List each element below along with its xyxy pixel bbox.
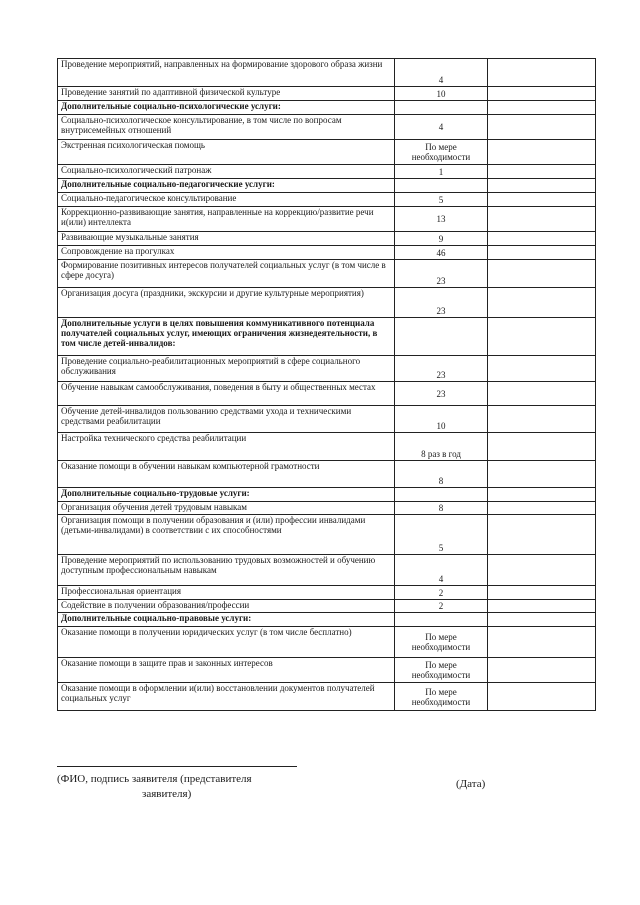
section-title: Дополнительные социально-трудовые услуги: [58, 488, 395, 502]
service-amount: 2 [395, 600, 488, 613]
section-header-row [58, 179, 596, 193]
blank-cell [488, 232, 596, 246]
service-amount: 8 [395, 461, 488, 488]
service-amount: По мере необходимости [395, 140, 488, 165]
service-amount: 5 [395, 193, 488, 207]
service-amount: 9 [395, 232, 488, 246]
blank-cell [488, 515, 596, 555]
service-amount [395, 488, 488, 502]
table-row [58, 87, 596, 101]
signature-label [57, 772, 317, 802]
services-table-body [58, 59, 596, 711]
service-amount: 23 [395, 288, 488, 318]
table-row [58, 207, 596, 232]
service-amount: 5 [395, 515, 488, 555]
service-name: Оказание помощи в защите прав и законных интересов [58, 658, 395, 683]
service-name: Экстренная психологическая помощь [58, 140, 395, 165]
signature-label-line1: (ФИО, подпись заявителя (представителя [57, 773, 252, 785]
table-row [58, 586, 596, 600]
signature-line [57, 766, 297, 767]
service-amount: 23 [395, 382, 488, 406]
service-amount: По мере необходимости [395, 658, 488, 683]
service-name: Оказание помощи в обучении навыкам компьютерной грамотности [58, 461, 395, 488]
service-name: Содействие в получении образования/профессии [58, 600, 395, 613]
blank-cell [488, 627, 596, 658]
table-row [58, 115, 596, 140]
service-amount: 4 [395, 555, 488, 586]
service-name: Проведение занятий по адаптивной физической культуре [58, 87, 395, 101]
service-name: Социально-психологический патронаж [58, 165, 395, 179]
table-row [58, 433, 596, 461]
section-title: Дополнительные социально-психологические услуги: [58, 101, 395, 115]
blank-cell [488, 59, 596, 87]
blank-cell [488, 600, 596, 613]
service-amount [395, 101, 488, 115]
service-amount: 23 [395, 260, 488, 288]
blank-cell [488, 586, 596, 600]
blank-cell [488, 179, 596, 193]
service-name: Настройка технического средства реабилитации [58, 433, 395, 461]
service-amount: 13 [395, 207, 488, 232]
blank-cell [488, 318, 596, 356]
service-amount: По мере необходимости [395, 627, 488, 658]
blank-cell [488, 115, 596, 140]
service-name: Профессиональная ориентация [58, 586, 395, 600]
service-amount [395, 318, 488, 356]
service-amount [395, 179, 488, 193]
service-amount: 8 раз в год [395, 433, 488, 461]
table-row [58, 461, 596, 488]
table-row [58, 246, 596, 260]
section-title: Дополнительные социально-педагогические услуги: [58, 179, 395, 193]
service-amount [395, 613, 488, 627]
service-name: Оказание помощи в получении юридических услуг (в том числе бесплатно) [58, 627, 395, 658]
service-name: Организация досуга (праздники, экскурсии и другие культурные мероприятия) [58, 288, 395, 318]
service-name: Проведение социально-реабилитационных мероприятий в сфере социального обслуживания [58, 356, 395, 382]
service-name: Сопровождение на прогулках [58, 246, 395, 260]
blank-cell [488, 488, 596, 502]
table-row [58, 515, 596, 555]
table-row [58, 683, 596, 711]
service-amount: 10 [395, 87, 488, 101]
service-amount: 23 [395, 356, 488, 382]
blank-cell [488, 260, 596, 288]
table-row [58, 165, 596, 179]
blank-cell [488, 613, 596, 627]
service-name: Проведение мероприятий по использованию трудовых возможностей и обучению доступным профессиональным навыкам [58, 555, 395, 586]
blank-cell [488, 555, 596, 586]
service-amount: 1 [395, 165, 488, 179]
service-amount: 4 [395, 115, 488, 140]
blank-cell [488, 207, 596, 232]
blank-cell [488, 502, 596, 515]
service-amount: По мере необходимости [395, 683, 488, 711]
table-row [58, 260, 596, 288]
service-amount: 46 [395, 246, 488, 260]
blank-cell [488, 406, 596, 433]
section-title: Дополнительные социально-правовые услуги: [58, 613, 395, 627]
blank-cell [488, 87, 596, 101]
service-name: Коррекционно-развивающие занятия, направленные на коррекцию/развитие речи и(или) интеллекта [58, 207, 395, 232]
blank-cell [488, 101, 596, 115]
table-row [58, 600, 596, 613]
service-amount: 2 [395, 586, 488, 600]
blank-cell [488, 658, 596, 683]
blank-cell [488, 461, 596, 488]
section-header-row [58, 488, 596, 502]
service-amount: 4 [395, 59, 488, 87]
blank-cell [488, 193, 596, 207]
blank-cell [488, 356, 596, 382]
table-row [58, 59, 596, 87]
signature-label-line2: заявителя) [142, 788, 192, 800]
table-row [58, 658, 596, 683]
table-row [58, 406, 596, 433]
service-name: Проведение мероприятий, направленных на формирование здорового образа жизни [58, 59, 395, 87]
table-row [58, 232, 596, 246]
services-table [57, 58, 596, 711]
service-name: Организация помощи в получении образования и (или) профессии инвалидами (детьми-инвалидами) в соответствии с их способностями [58, 515, 395, 555]
service-name: Социально-психологическое консультирование, в том числе по вопросам внутрисемейных отношений [58, 115, 395, 140]
table-row [58, 555, 596, 586]
service-name: Оказание помощи в оформлении и(или) восстановлении документов получателей социальных услуг [58, 683, 395, 711]
service-name: Организация обучения детей трудовым навыкам [58, 502, 395, 515]
blank-cell [488, 382, 596, 406]
section-header-row [58, 613, 596, 627]
blank-cell [488, 683, 596, 711]
service-name: Обучение навыкам самообслуживания, поведения в быту и общественных местах [58, 382, 395, 406]
table-row [58, 140, 596, 165]
service-name: Социально-педагогическое консультирование [58, 193, 395, 207]
date-label: (Дата) [456, 778, 486, 790]
table-row [58, 288, 596, 318]
blank-cell [488, 288, 596, 318]
service-name: Обучение детей-инвалидов пользованию средствами ухода и техническими средствами реабилитации [58, 406, 395, 433]
section-header-row [58, 101, 596, 115]
table-row [58, 193, 596, 207]
table-row [58, 502, 596, 515]
service-name: Развивающие музыкальные занятия [58, 232, 395, 246]
table-row [58, 627, 596, 658]
service-name: Формирование позитивных интересов получателей социальных услуг (в том числе в сфере досуга) [58, 260, 395, 288]
blank-cell [488, 140, 596, 165]
blank-cell [488, 246, 596, 260]
service-amount: 8 [395, 502, 488, 515]
service-amount: 10 [395, 406, 488, 433]
table-row [58, 382, 596, 406]
table-row [58, 356, 596, 382]
blank-cell [488, 165, 596, 179]
blank-cell [488, 433, 596, 461]
section-title: Дополнительные услуги в целях повышения коммуникативного потенциала получателей социальных услуг, имеющих ограничения жизнедеятельности, в том числе детей-инвалидов: [58, 318, 395, 356]
section-header-row [58, 318, 596, 356]
